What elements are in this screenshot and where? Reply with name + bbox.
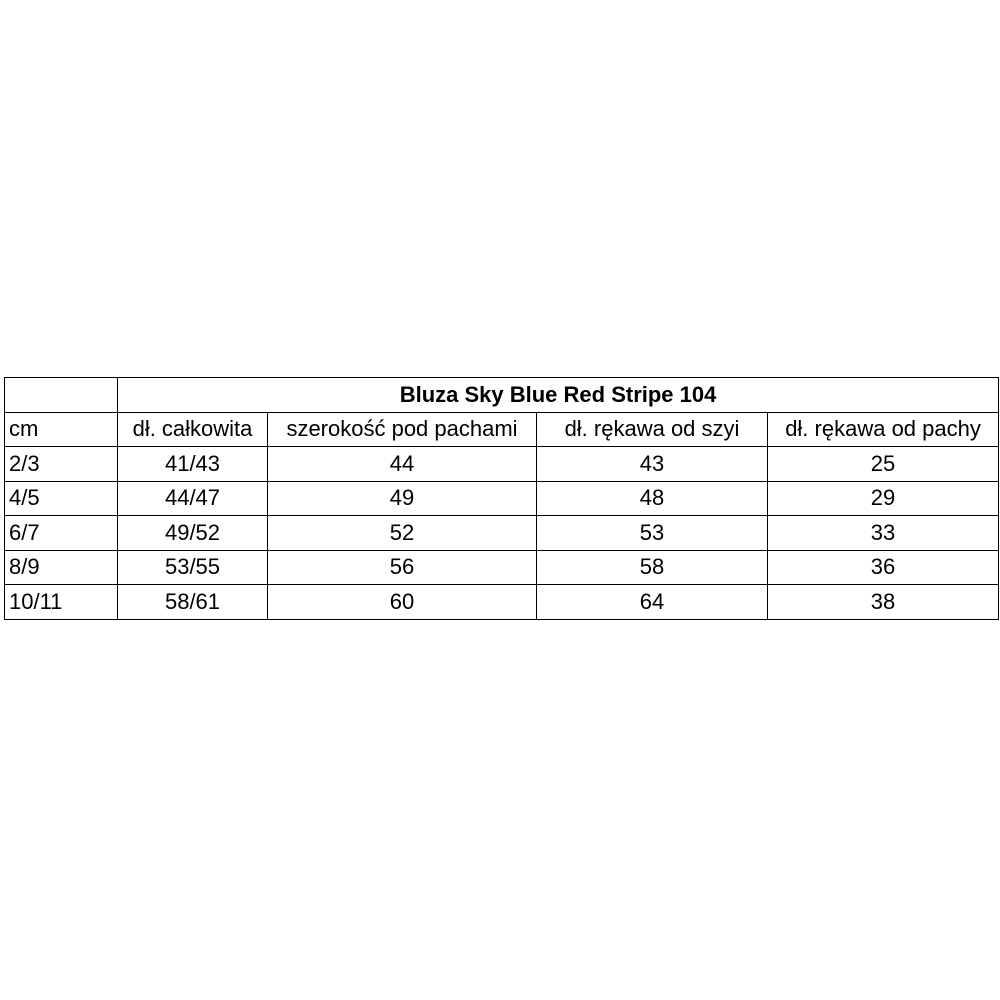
header-sleeve-from-neck: dł. rękawa od szyi [537, 412, 768, 447]
value-cell: 25 [768, 447, 999, 482]
table-row [5, 550, 999, 585]
size-cell: 10/11 [5, 585, 118, 620]
size-cell: 6/7 [5, 516, 118, 551]
size-cell: 8/9 [5, 550, 118, 585]
table-title: Bluza Sky Blue Red Stripe 104 [118, 378, 999, 413]
table-row [5, 585, 999, 620]
value-cell: 41/43 [118, 447, 268, 482]
table-row [5, 481, 999, 516]
unit-label: cm [5, 412, 118, 447]
table-row [5, 447, 999, 482]
value-cell: 29 [768, 481, 999, 516]
value-cell: 53 [537, 516, 768, 551]
table-row [5, 516, 999, 551]
value-cell: 43 [537, 447, 768, 482]
value-cell: 56 [268, 550, 537, 585]
value-cell: 49/52 [118, 516, 268, 551]
header-total-length: dł. całkowita [118, 412, 268, 447]
empty-corner-cell [5, 378, 118, 413]
value-cell: 36 [768, 550, 999, 585]
value-cell: 53/55 [118, 550, 268, 585]
value-cell: 38 [768, 585, 999, 620]
size-cell: 2/3 [5, 447, 118, 482]
size-cell: 4/5 [5, 481, 118, 516]
size-chart-table [4, 377, 999, 620]
value-cell: 48 [537, 481, 768, 516]
value-cell: 64 [537, 585, 768, 620]
value-cell: 44/47 [118, 481, 268, 516]
value-cell: 52 [268, 516, 537, 551]
header-sleeve-from-armpit: dł. rękawa od pachy [768, 412, 999, 447]
value-cell: 49 [268, 481, 537, 516]
header-row [5, 412, 999, 447]
value-cell: 33 [768, 516, 999, 551]
value-cell: 58 [537, 550, 768, 585]
value-cell: 44 [268, 447, 537, 482]
header-chest-width: szerokość pod pachami [268, 412, 537, 447]
value-cell: 58/61 [118, 585, 268, 620]
title-row [5, 378, 999, 413]
value-cell: 60 [268, 585, 537, 620]
